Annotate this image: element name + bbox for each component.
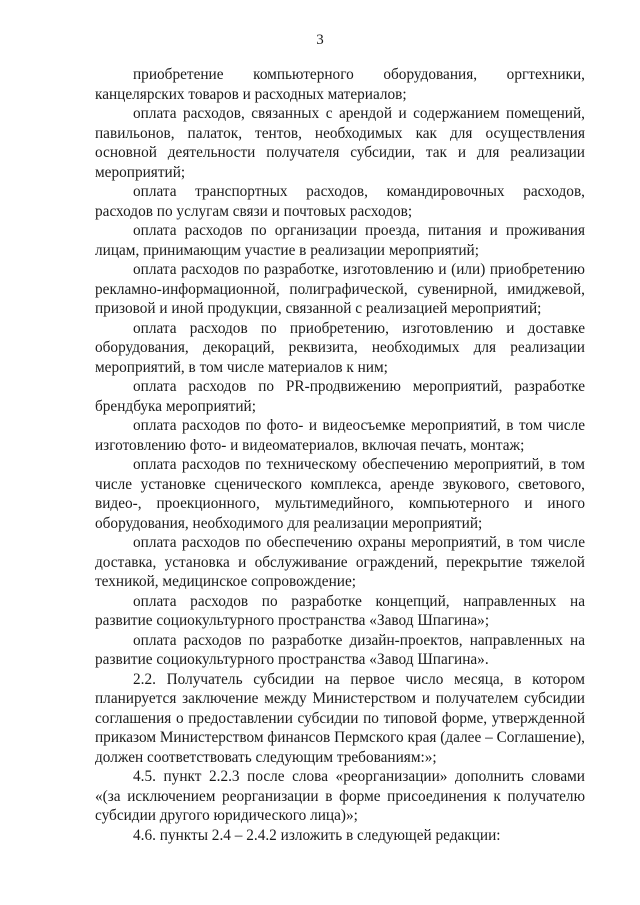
paragraph-9: оплата расходов по техническому обеспечению мероприятий, в том числе установке сценического комплекса, аренде звукового, светового, видео-, проекционного, мультимедийного, компьютерного и иного оборудования, необходимого для реализации мероприятий;	[95, 456, 585, 532]
document-body	[95, 65, 585, 845]
paragraph-3: оплата транспортных расходов, командировочных расходов, расходов по услугам связи и почтовых расходов;	[95, 183, 585, 220]
paragraph-7: оплата расходов по PR-продвижению мероприятий, разработке брендбука мероприятий;	[95, 378, 585, 415]
paragraph-14: 4.5. пункт 2.2.3 после слова «реорганизации» дополнить словами «(за исключением реорганизации в форме присоединения к получателю субсидии другого юридического лица)»;	[95, 768, 585, 824]
paragraph-13: 2.2. Получатель субсидии на первое число месяца, в котором планируется заключение между Министерством и получателем субсидии соглашения о предоставлении субсидии по типовой форме, утвержденной приказом Министерством финансов Пермского края (далее – Соглашение), должен соответствовать следующим требованиям:»;	[95, 670, 585, 766]
paragraph-5: оплата расходов по разработке, изготовлению и (или) приобретению рекламно-информационной, полиграфической, сувенирной, имиджевой, призовой и иной продукции, связанной с реализацией мероприятий;	[95, 261, 585, 317]
paragraph-1: приобретение компьютерного оборудования, оргтехники, канцелярских товаров и расходных материалов;	[95, 66, 585, 103]
paragraph-4: оплата расходов по организации проезда, питания и проживания лицам, принимающим участие в реализации мероприятий;	[95, 222, 585, 259]
paragraph-10: оплата расходов по обеспечению охраны мероприятий, в том числе доставка, установка и обслуживание ограждений, перекрытие тяжелой техникой, медицинское сопровождение;	[95, 534, 585, 590]
page-number: 3	[316, 32, 324, 48]
paragraph-11: оплата расходов по разработке концепций, направленных на развитие социокультурного пространства «Завод Шпагина»;	[95, 592, 585, 629]
paragraph-15: 4.6. пункты 2.4 – 2.4.2 изложить в следующей редакции:	[133, 826, 501, 844]
paragraph-2: оплата расходов, связанных с арендой и содержанием помещений, павильонов, палаток, тентов, необходимых как для осуществления основной деятельности получателя субсидии, так и для реализации мероприятий;	[95, 105, 585, 181]
paragraph-8: оплата расходов по фото- и видеосъемке мероприятий, в том числе изготовлению фото- и видеоматериалов, включая печать, монтаж;	[95, 417, 585, 454]
paragraph-6: оплата расходов по приобретению, изготовлению и доставке оборудования, декораций, реквизита, необходимых для реализации мероприятий, в том числе материалов к ним;	[95, 319, 585, 376]
paragraph-12: оплата расходов по разработке дизайн-проектов, направленных на развитие социокультурного пространства «Завод Шпагина».	[95, 631, 585, 668]
